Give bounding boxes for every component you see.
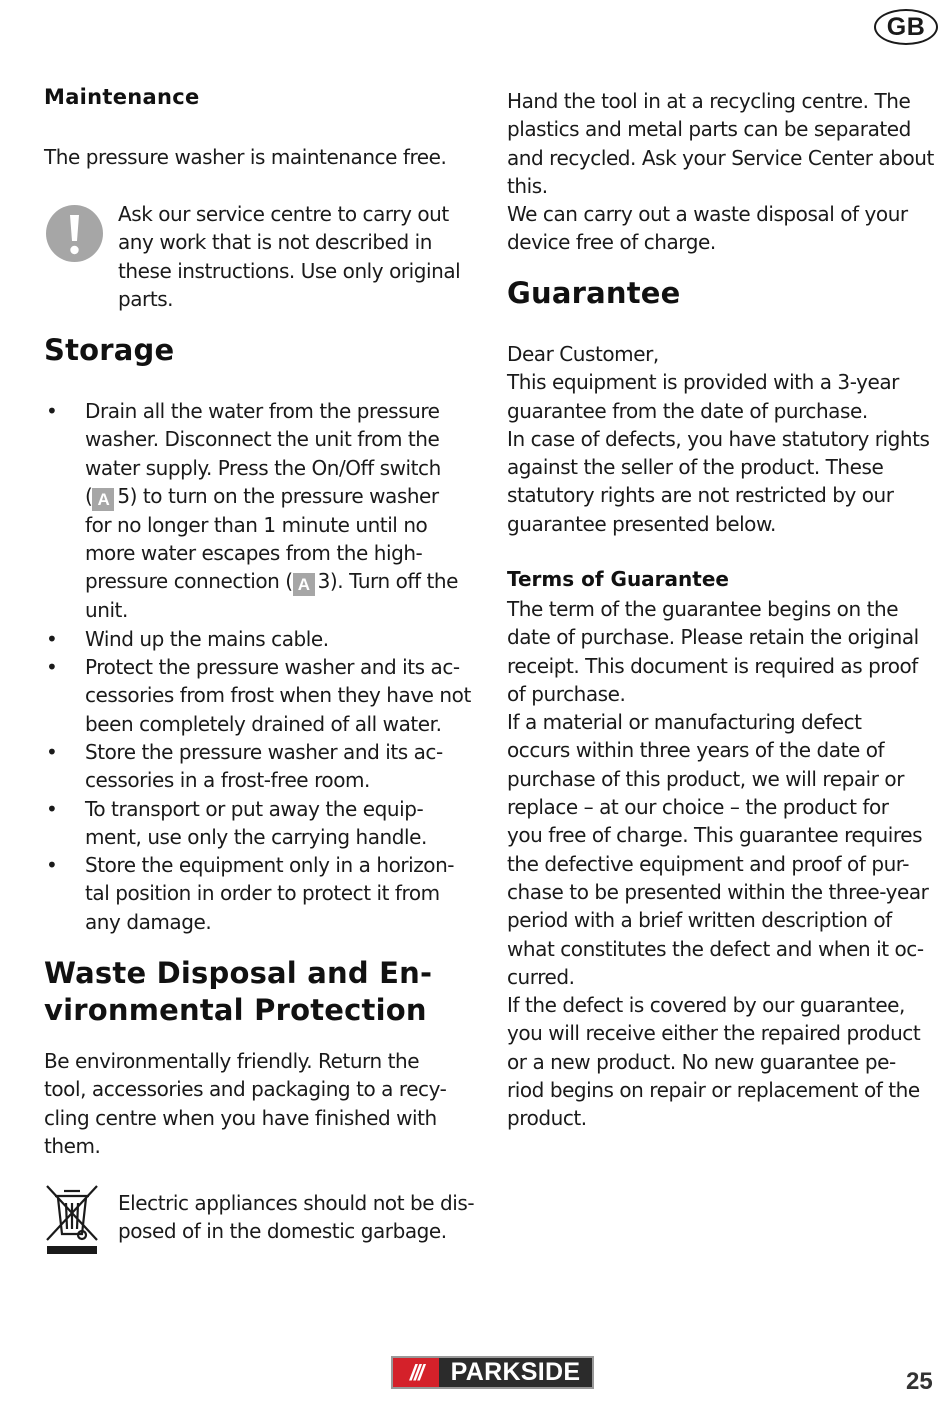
list-item: [44, 851, 489, 936]
list-item: [44, 625, 489, 653]
text-line: chase to be presented within the three-year: [507, 879, 929, 904]
text-run: 3). Turn off the: [317, 569, 458, 594]
bullet-line: Wind up the mains cable.: [85, 626, 329, 651]
text-line: occurs within three years of the date of: [507, 738, 885, 763]
crossed-out-wheelie-bin-icon: [44, 1183, 100, 1255]
text-line: or a new product. No new guarantee pe-: [507, 1049, 896, 1074]
bullet-line: cessories from frost when they have not: [85, 683, 471, 708]
waste-disposal-heading: [44, 955, 489, 1029]
bullet-dot: •: [46, 796, 58, 821]
text-line: them.: [44, 1133, 101, 1158]
list-item: [44, 397, 489, 625]
text-line: guarantee presented below.: [507, 511, 776, 536]
language-badge: GB: [874, 9, 938, 45]
bullet-line: unit.: [85, 598, 128, 623]
note-line: Ask our service centre to carry out: [118, 202, 449, 226]
bullet-line: Store the pressure washer and its ac-: [85, 739, 443, 764]
text-line: receipt. This document is required as proof: [507, 653, 918, 678]
bullet-dot: •: [46, 626, 58, 651]
bullet-line: To transport or put away the equip-: [85, 796, 424, 821]
note-line: posed of in the domestic garbage.: [118, 1219, 447, 1244]
bullet-line: any damage.: [85, 909, 212, 934]
bullet-line: for no longer than 1 minute until no: [85, 512, 428, 537]
bullet-line: water supply. Press the On/Off switch: [85, 455, 441, 480]
note-line: Electric appliances should not be dis-: [118, 1191, 475, 1215]
bullet-line: Protect the pressure washer and its ac-: [85, 655, 460, 680]
exclamation-circle-icon: [46, 205, 103, 262]
bullet-line: washer. Disconnect the unit from the: [85, 427, 440, 452]
text-line: replace – at our choice – the product for: [507, 795, 889, 820]
page-number: 25: [906, 1368, 933, 1395]
bullet-line: cessories in a frost-free room.: [85, 768, 370, 793]
maintenance-heading: Maintenance: [44, 85, 200, 109]
text-line: If a material or manufacturing defect: [507, 710, 862, 735]
terms-of-guarantee-heading: Terms of Guarantee: [507, 567, 729, 591]
bullet-line: ment, use only the carrying handle.: [85, 824, 427, 849]
text-line: Hand the tool in at a recycling centre. The: [507, 89, 911, 113]
note-line: any work that is not described in: [118, 230, 432, 255]
logo-stripes-glyph: ///: [409, 1359, 423, 1385]
bullet-line: Store the equipment only in a horizon-: [85, 853, 455, 878]
waste-disposal-text: [44, 1047, 489, 1160]
bullet-line: Drain all the water from the pressure: [85, 399, 440, 423]
text-line: riod begins on repair or replacement of the: [507, 1078, 920, 1103]
text-line: This equipment is provided with a 3-year: [507, 370, 899, 395]
text-line: of purchase.: [507, 681, 626, 706]
bullet-line: [85, 567, 489, 596]
storage-heading: Storage: [44, 333, 175, 367]
note-line: parts.: [118, 286, 174, 311]
bullet-line: [85, 482, 489, 511]
text-line: purchase of this product, we will repair or: [507, 766, 904, 791]
text-line: product.: [507, 1106, 587, 1131]
text-line: In case of defects, you have statutory rights: [507, 426, 930, 451]
maintenance-text: The pressure washer is maintenance free.: [44, 145, 447, 169]
list-item: [44, 795, 489, 852]
text-line: and recycled. Ask your Service Center about: [507, 145, 934, 170]
text-line: the defective equipment and proof of pur-: [507, 851, 910, 876]
parkside-logo: [391, 1356, 594, 1389]
logo-wordmark: PARKSIDE: [439, 1358, 592, 1387]
guarantee-intro: [507, 340, 947, 538]
text-line: device free of charge.: [507, 230, 716, 255]
text-line: Be environmentally friendly. Return the: [44, 1049, 420, 1073]
text-line: guarantee from the date of purchase.: [507, 398, 868, 423]
text-line: date of purchase. Please retain the original: [507, 625, 919, 650]
text-line: curred.: [507, 964, 575, 989]
weee-note: [118, 1189, 488, 1246]
list-item: [44, 653, 489, 738]
list-item: [44, 738, 489, 795]
heading-line: vironmental Protection: [44, 993, 427, 1027]
text-run: pressure connection (: [85, 569, 293, 594]
text-line: If the defect is covered by our guarantee,: [507, 993, 905, 1018]
bullet-line: been completely drained of all water.: [85, 711, 442, 736]
text-line: cling centre when you have finished with: [44, 1105, 437, 1130]
bullet-line: more water escapes from the high-: [85, 541, 423, 566]
bullet-dot: •: [46, 739, 58, 764]
text-line: The term of the guarantee begins on the: [507, 597, 899, 621]
figure-a-marker: A: [293, 573, 315, 596]
text-line: period with a brief written description of: [507, 908, 892, 933]
text-run: 5) to turn on the pressure washer: [117, 483, 439, 508]
storage-list: [44, 397, 489, 936]
note-line: these instructions. Use only original: [118, 258, 461, 283]
guarantee-heading: Guarantee: [507, 276, 681, 310]
text-line: against the seller of the product. These: [507, 455, 884, 480]
logo-stripes: [393, 1358, 439, 1387]
recycling-text: [507, 87, 947, 257]
maintenance-note: [118, 200, 488, 313]
text-line: Dear Customer,: [507, 342, 659, 366]
bullet-line: tal position in order to protect it from: [85, 881, 440, 906]
heading-line: Waste Disposal and En-: [44, 956, 433, 990]
text-line: plastics and metal parts can be separated: [507, 117, 911, 142]
text-run: (: [85, 483, 93, 508]
text-line: We can carry out a waste disposal of your: [507, 202, 908, 227]
text-line: what constitutes the defect and when it oc-: [507, 936, 924, 961]
terms-text: [507, 595, 947, 1133]
text-line: you will receive either the repaired product: [507, 1021, 921, 1046]
text-line: statutory rights are not restricted by our: [507, 483, 894, 508]
bullet-dot: •: [46, 655, 58, 680]
text-line: you free of charge. This guarantee requires: [507, 823, 923, 848]
text-line: tool, accessories and packaging to a recy-: [44, 1077, 447, 1102]
text-line: this.: [507, 173, 548, 198]
figure-a-marker: A: [92, 488, 114, 511]
bullet-dot: •: [46, 853, 58, 878]
bullet-dot: •: [46, 399, 58, 423]
